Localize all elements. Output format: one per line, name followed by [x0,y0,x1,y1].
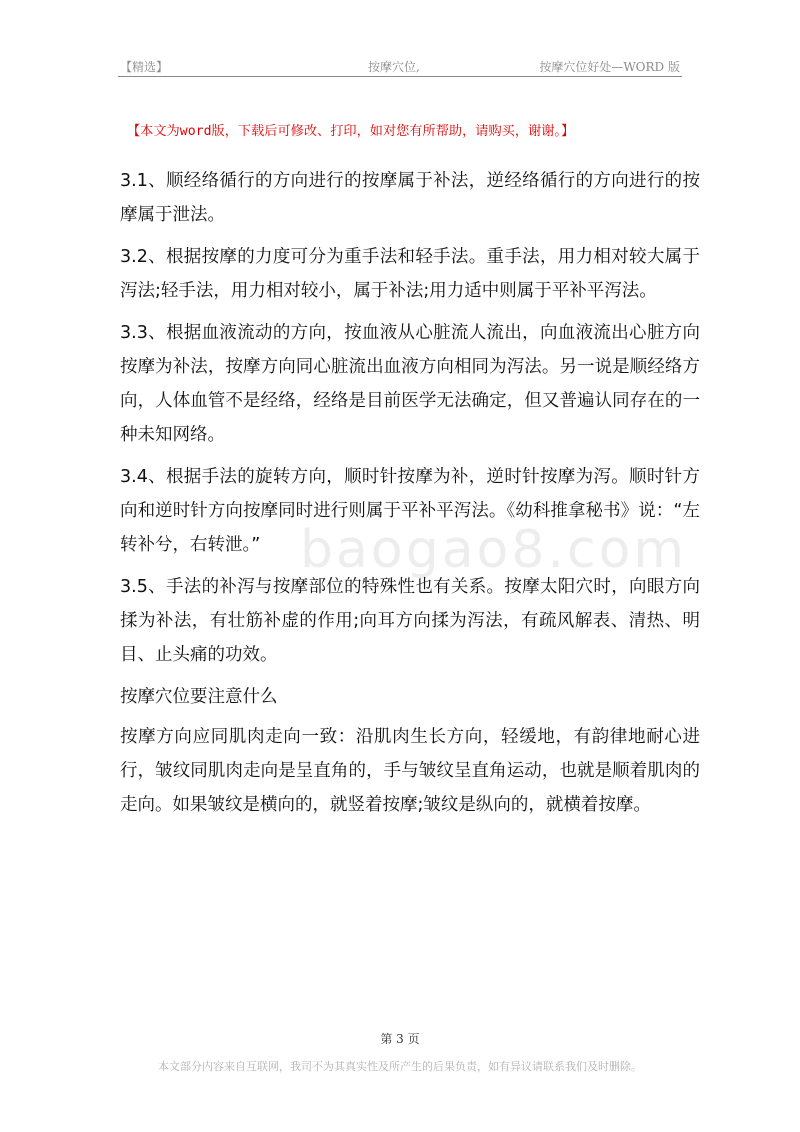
page-number: 第 3 页 [380,1032,420,1046]
paragraph-3-4: 3.4、根据手法的旋转方向，顺时针按摩为补，逆时针按摩为泻。顺时针方向和逆时针方向按摩同时进行则属于平补平泻法。《幼科推拿秘书》说：“左转补兮，右转泄。” [120,467,700,555]
paragraph-3-5: 3.5、手法的补泻与按摩部位的特殊性也有关系。按摩太阳穴时，向眼方向揉为补法，有壮筋补虚的作用;向耳方向揉为泻法，有疏风解表、清热、明目、止头痛的功效。 [120,577,700,665]
watermark: baogao8.com [300,520,688,580]
footer-disclaimer: 本文部分内容来自互联网，我司不为其真实性及所产生的后果负责，如有异议请联系我们及时删除。 [158,1060,642,1073]
section-heading: 按摩穴位要注意什么 [120,687,278,707]
page-header [118,56,682,77]
paragraph-3-3: 3.3、根据血液流动的方向，按血液从心脏流人流出，向血液流出心脏方向按摩为补法，按摩方向同心脏流出血液方向相同为泻法。另一说是顺经络方向，人体血管不是经络，经络是目前医学无法确定，但又普遍认同存在的一种未知网络。 [120,323,700,445]
paragraph-massage-direction: 按摩方向应同肌肉走向一致：沿肌肉生长方向，轻缓地，有韵律地耐心进行，皱纹同肌肉走向是呈直角的，手与皱纹呈直角运动，也就是顺着肌肉的走向。如果皱纹是横向的，就竖着按摩;皱纹是纵向的，就横着按摩。 [120,727,700,815]
document-body [120,164,700,830]
header-left-label: 【精选】 [120,60,169,74]
paragraph-3-1: 3.1、顺经络循行的方向进行的按摩属于补法，逆经络循行的方向进行的按摩属于泄法。 [120,171,700,225]
paragraph-3-2: 3.2、根据按摩的力度可分为重手法和轻手法。重手法，用力相对较大属于泻法;轻手法，用力相对较小，属于补法;用力适中则属于平补平泻法。 [120,247,700,301]
purchase-notice: 【本文为word版，下载后可修改、打印，如对您有所帮助，请购买，谢谢。】 [127,124,575,139]
header-center-title: 按摩穴位, [368,60,420,74]
header-right-title: 按摩穴位好处—WORD 版 [539,60,680,74]
